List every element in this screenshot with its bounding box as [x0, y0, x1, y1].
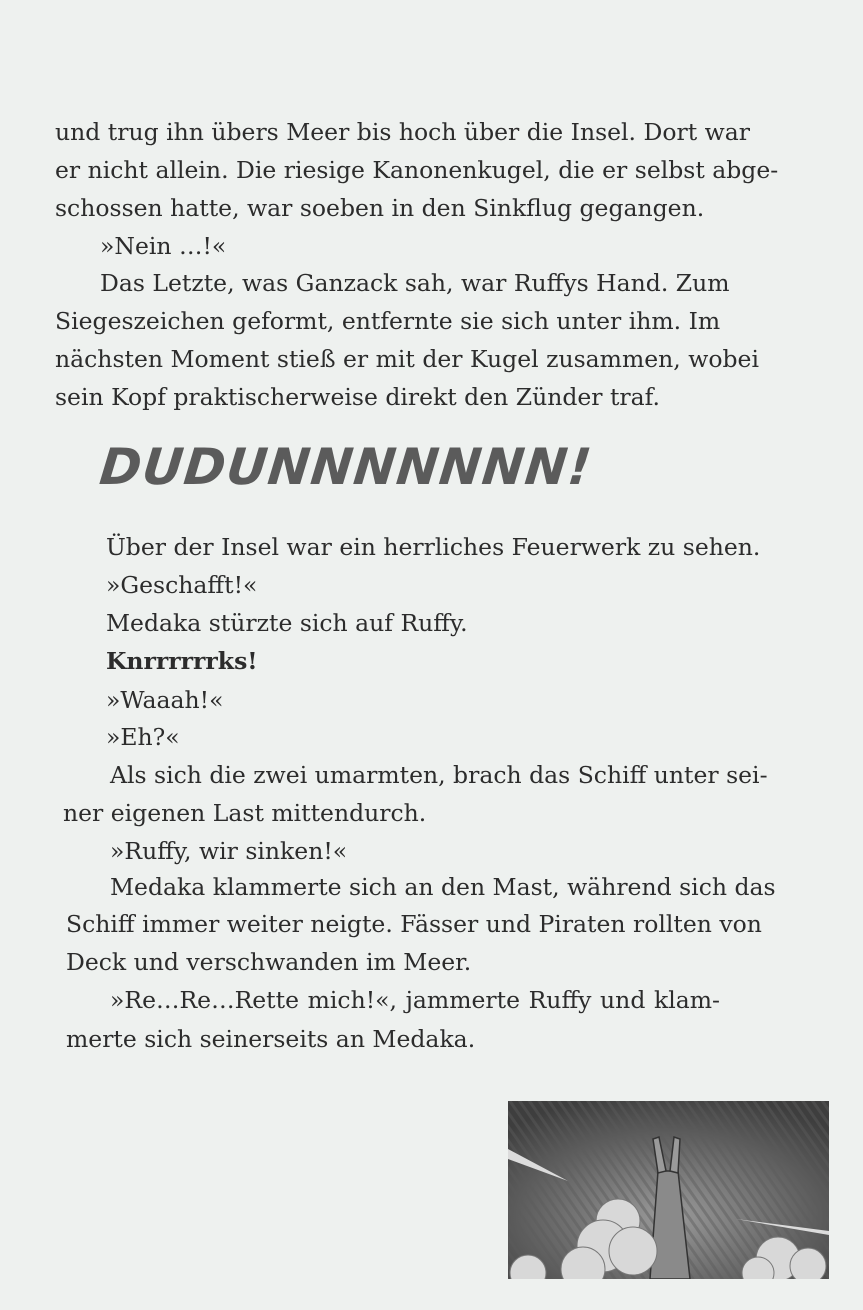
- text-line: ner eigenen Last mittendurch.: [63, 799, 427, 827]
- text-line: »Ruffy, wir sinken!«: [110, 837, 348, 865]
- text-line: nächsten Moment stieß er mit der Kugel zusammen, wobei: [55, 345, 759, 373]
- text-line: und trug ihn übers Meer bis hoch über die Insel. Dort war: [55, 118, 750, 146]
- text-line: schossen hatte, war soeben in den Sinkflug gegangen.: [55, 194, 705, 222]
- text-line: Schiff immer weiter neigte. Fässer und Piraten rollten von: [66, 910, 762, 938]
- text-line: Medaka klammerte sich an den Mast, während sich das: [110, 873, 776, 901]
- victory-hand-icon: [508, 1101, 829, 1279]
- sound-word: Knrrrrrrks!: [106, 647, 258, 675]
- text-line: Über der Insel war ein herrliches Feuerwerk zu sehen.: [106, 533, 761, 561]
- text-line: Das Letzte, was Ganzack sah, war Ruffys Hand. Zum: [100, 269, 730, 297]
- text-line: Deck und verschwanden im Meer.: [66, 948, 472, 976]
- text-line: »Waaah!«: [106, 686, 224, 714]
- text-line: Als sich die zwei umarmten, brach das Schiff unter sei-: [110, 761, 768, 789]
- sound-effect-title: DUDUNNNNNNN!: [96, 438, 595, 496]
- text-line: Medaka stürzte sich auf Ruffy.: [106, 609, 468, 637]
- text-line: »Eh?«: [106, 723, 180, 751]
- text-line: Siegeszeichen geformt, entfernte sie sich unter ihm. Im: [55, 307, 721, 335]
- text-line: er nicht allein. Die riesige Kanonenkugel, die er selbst abge-: [55, 156, 779, 184]
- text-line: sein Kopf praktischerweise direkt den Zünder traf.: [55, 383, 661, 411]
- manga-illustration: [508, 1101, 829, 1279]
- text-line: »Nein …!«: [100, 232, 227, 260]
- text-line: »Geschafft!«: [106, 571, 258, 599]
- text-line: »Re…Re…Rette mich!«, jammerte Ruffy und klam-: [110, 986, 720, 1014]
- text-line: merte sich seinerseits an Medaka.: [66, 1025, 476, 1053]
